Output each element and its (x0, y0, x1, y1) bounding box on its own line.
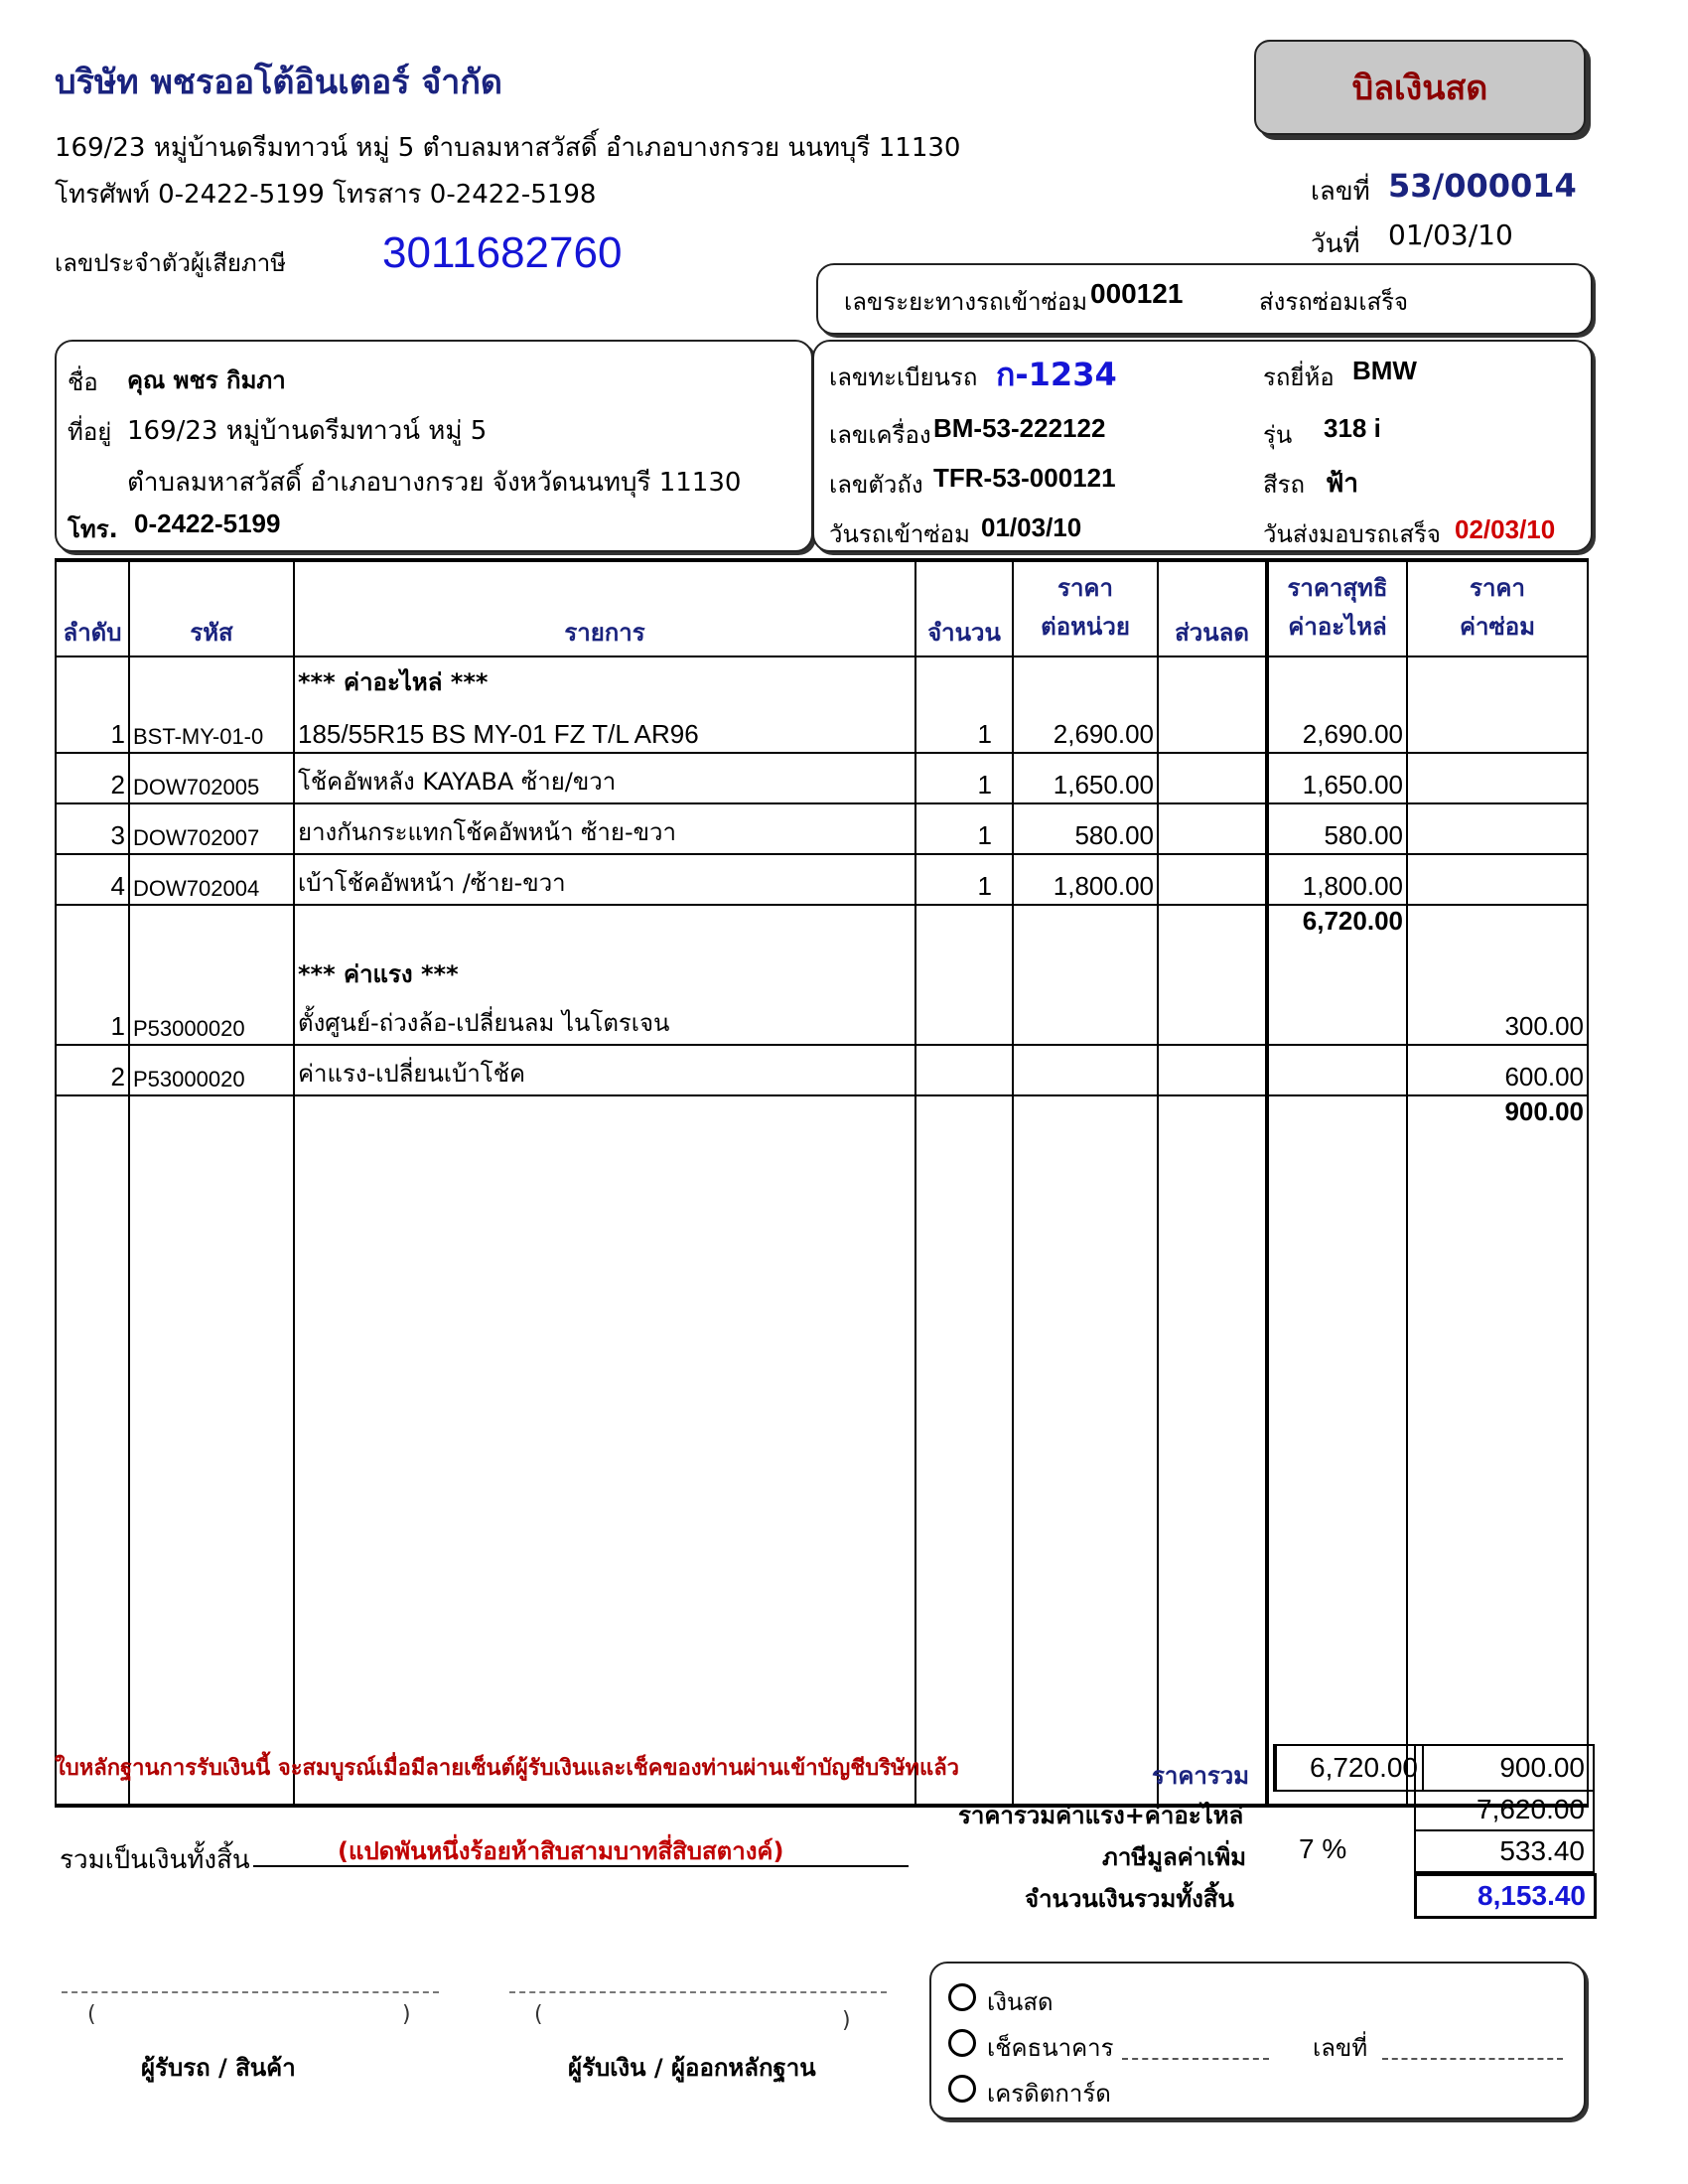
out-date-value: 02/03/10 (1455, 514, 1556, 544)
parts-section-title: *** ค่าอะไหล่ *** (294, 656, 915, 703)
cheque-label: เช็คธนาคาร (987, 2034, 1114, 2062)
customer-address-line2: ตำบลมหาสวัสดิ์ อำเภอบางกรวย จังหวัดนนทบุรี 11130 (127, 468, 742, 498)
out-date-label: วันส่งมอบรถเสร็จ (1263, 520, 1441, 548)
document-title: บิลเงินสด (1254, 40, 1586, 135)
paren-close-icon: ) (842, 2008, 851, 2033)
job-status: ส่งรถซ่อมเสร็จ (1259, 288, 1409, 316)
col-labor: ราคา ค่าซ่อม (1407, 560, 1588, 656)
parts-subtotal: 6,720.00 (1267, 905, 1407, 949)
col-net-parts: ราคาสุทธิ ค่าอะไหล่ (1267, 560, 1407, 656)
cheque-number-label: เลขที่ (1313, 2034, 1368, 2062)
cash-label: เงินสด (987, 1988, 1054, 2016)
tax-id-value: 3011682760 (382, 228, 623, 277)
plate-number: ก-1234 (996, 356, 1117, 393)
table-row: 2 DOW702005 โช้คอัพหลัง KAYABA ซ้าย/ขวา 1 1,650.00 1,650.00 (56, 753, 1588, 803)
subtotal-label: ราคารวมค่าแรง+ค่าอะไหล่ (958, 1802, 1244, 1829)
model-value: 318 i (1324, 413, 1381, 443)
engine-label: เลขเครื่อง (829, 421, 931, 449)
doc-date-label: วันที่ (1311, 229, 1360, 259)
cheque-number-line (1382, 2058, 1563, 2060)
receipt-note: ใบหลักฐานการรับเงินนี้ จะสมบูรณ์เมื่อมีลายเซ็นต์ผู้รับเงินและเช็คของท่านผ่านเข้าบัญชีบริษัทแล้ว (55, 1756, 960, 1781)
col-unit-price: ราคา ต่อหน่วย (1013, 560, 1158, 656)
col-no: ลำดับ (56, 560, 129, 656)
credit-card-label: เครดิตการ์ด (987, 2080, 1111, 2108)
company-name: บริษัท พชรออโต้อินเตอร์ จำกัด (55, 63, 502, 102)
customer-phone-label: โทร. (68, 515, 118, 543)
grand-total-value: 8,153.40 (1414, 1873, 1597, 1919)
labor-section-row (56, 949, 1588, 995)
customer-phone: 0-2422-5199 (134, 509, 281, 538)
col-discount: ส่วนลด (1158, 560, 1267, 656)
col-code: รหัส (129, 560, 294, 656)
credit-card-radio[interactable] (948, 2075, 976, 2103)
plate-label: เลขทะเบียนรถ (829, 364, 978, 391)
table-row: 2 P53000020 ค่าแรง-เปลี่ยนเบ้าโช้ค 600.00 (56, 1045, 1588, 1095)
engine-value: BM-53-222122 (933, 413, 1106, 443)
amount-words: (แปดพันหนึ่งร้อยห้าสิบสามบาทสี่สิบสตางค์) (338, 1837, 784, 1865)
doc-number-label: เลขที่ (1311, 177, 1370, 207)
table-row: 4 DOW702004 เบ้าโช้คอัพหน้า /ซ้าย-ขวา 1 1,800.00 1,800.00 (56, 854, 1588, 905)
labor-subtotal-row (56, 1095, 1588, 1140)
payee-label: ผู้รับเงิน / ผู้ออกหลักฐาน (568, 2054, 816, 2082)
job-number-label: เลขระยะทางรถเข้าซ่อม (844, 288, 1088, 316)
items-table (55, 558, 1589, 1808)
labor-section-title: *** ค่าแรง *** (294, 949, 915, 995)
paren-close-icon: ) (402, 2002, 411, 2027)
vat-label: ภาษีมูลค่าเพิ่ม (1102, 1843, 1247, 1871)
col-desc: รายการ (294, 560, 915, 656)
customer-address-label: ที่อยู่ (68, 418, 112, 446)
cheque-radio[interactable] (948, 2029, 976, 2057)
customer-name: คุณ พชร กิมภา (127, 366, 286, 394)
table-header-row (56, 560, 1588, 656)
color-value: ฟ้า (1326, 469, 1359, 499)
sum-labor: 900.00 (1414, 1744, 1595, 1792)
parts-subtotal-row (56, 905, 1588, 949)
doc-date: 01/03/10 (1388, 218, 1513, 251)
tax-id-label: เลขประจำตัวผู้เสียภาษี (55, 249, 287, 277)
paren-open-icon: ( (87, 2002, 96, 2027)
cash-radio[interactable] (948, 1983, 976, 2011)
receiver-label: ผู้รับรถ / สินค้า (141, 2054, 296, 2082)
model-label: รุ่น (1263, 421, 1293, 449)
brand-value: BMW (1352, 356, 1417, 385)
col-qty: จำนวน (915, 560, 1013, 656)
parts-section-row (56, 656, 1588, 703)
customer-address-line1: 169/23 หมู่บ้านดรีมทาวน์ หมู่ 5 (127, 416, 488, 446)
payee-signature-line (509, 1991, 887, 1993)
in-date-label: วันรถเข้าซ่อม (829, 520, 970, 548)
job-number: 000121 (1090, 278, 1184, 309)
table-row: 1 BST-MY-01-0 185/55R15 BS MY-01 FZ T/L AR96 1 2,690.00 2,690.00 (56, 703, 1588, 753)
vat-value: 533.40 (1414, 1831, 1595, 1873)
brand-label: รถยี่ห้อ (1263, 364, 1335, 391)
subtotal-value: 7,620.00 (1414, 1790, 1595, 1831)
sum-label: ราคารวม (1152, 1762, 1250, 1790)
in-date-value: 01/03/10 (981, 512, 1082, 542)
chassis-label: เลขตัวถัง (829, 471, 923, 499)
paren-open-icon: ( (534, 2002, 543, 2027)
table-blank-area (56, 1140, 1588, 1806)
company-address: 169/23 หมู่บ้านดรีมทาวน์ หมู่ 5 ตำบลมหาสวัสดิ์ อำเภอบางกรวย นนทบุรี 11130 (55, 133, 961, 163)
receiver-signature-line (62, 1991, 439, 1993)
table-row: 3 DOW702007 ยางกันกระแทกโช้คอัพหน้า ซ้าย-ขวา 1 580.00 580.00 (56, 803, 1588, 854)
customer-name-label: ชื่อ (68, 368, 98, 396)
table-row: 1 P53000020 ตั้งศูนย์-ถ่วงล้อ-เปลี่ยนลม ไนโตรเจน 300.00 (56, 995, 1588, 1045)
cheque-bank-line (1122, 2058, 1269, 2060)
amount-words-label: รวมเป็นเงินทั้งสิ้น (60, 1845, 250, 1875)
chassis-value: TFR-53-000121 (933, 463, 1116, 493)
doc-number: 53/000014 (1388, 167, 1577, 205)
color-label: สีรถ (1263, 471, 1306, 499)
grand-total-label: จำนวนเงินรวมทั้งสิ้น (1025, 1885, 1234, 1913)
vat-rate: 7 % (1299, 1833, 1347, 1864)
company-phone: โทรศัพท์ 0-2422-5199 โทรสาร 0-2422-5198 (55, 180, 597, 210)
labor-subtotal: 900.00 (1407, 1095, 1588, 1140)
sum-parts: 6,720.00 (1273, 1744, 1424, 1792)
